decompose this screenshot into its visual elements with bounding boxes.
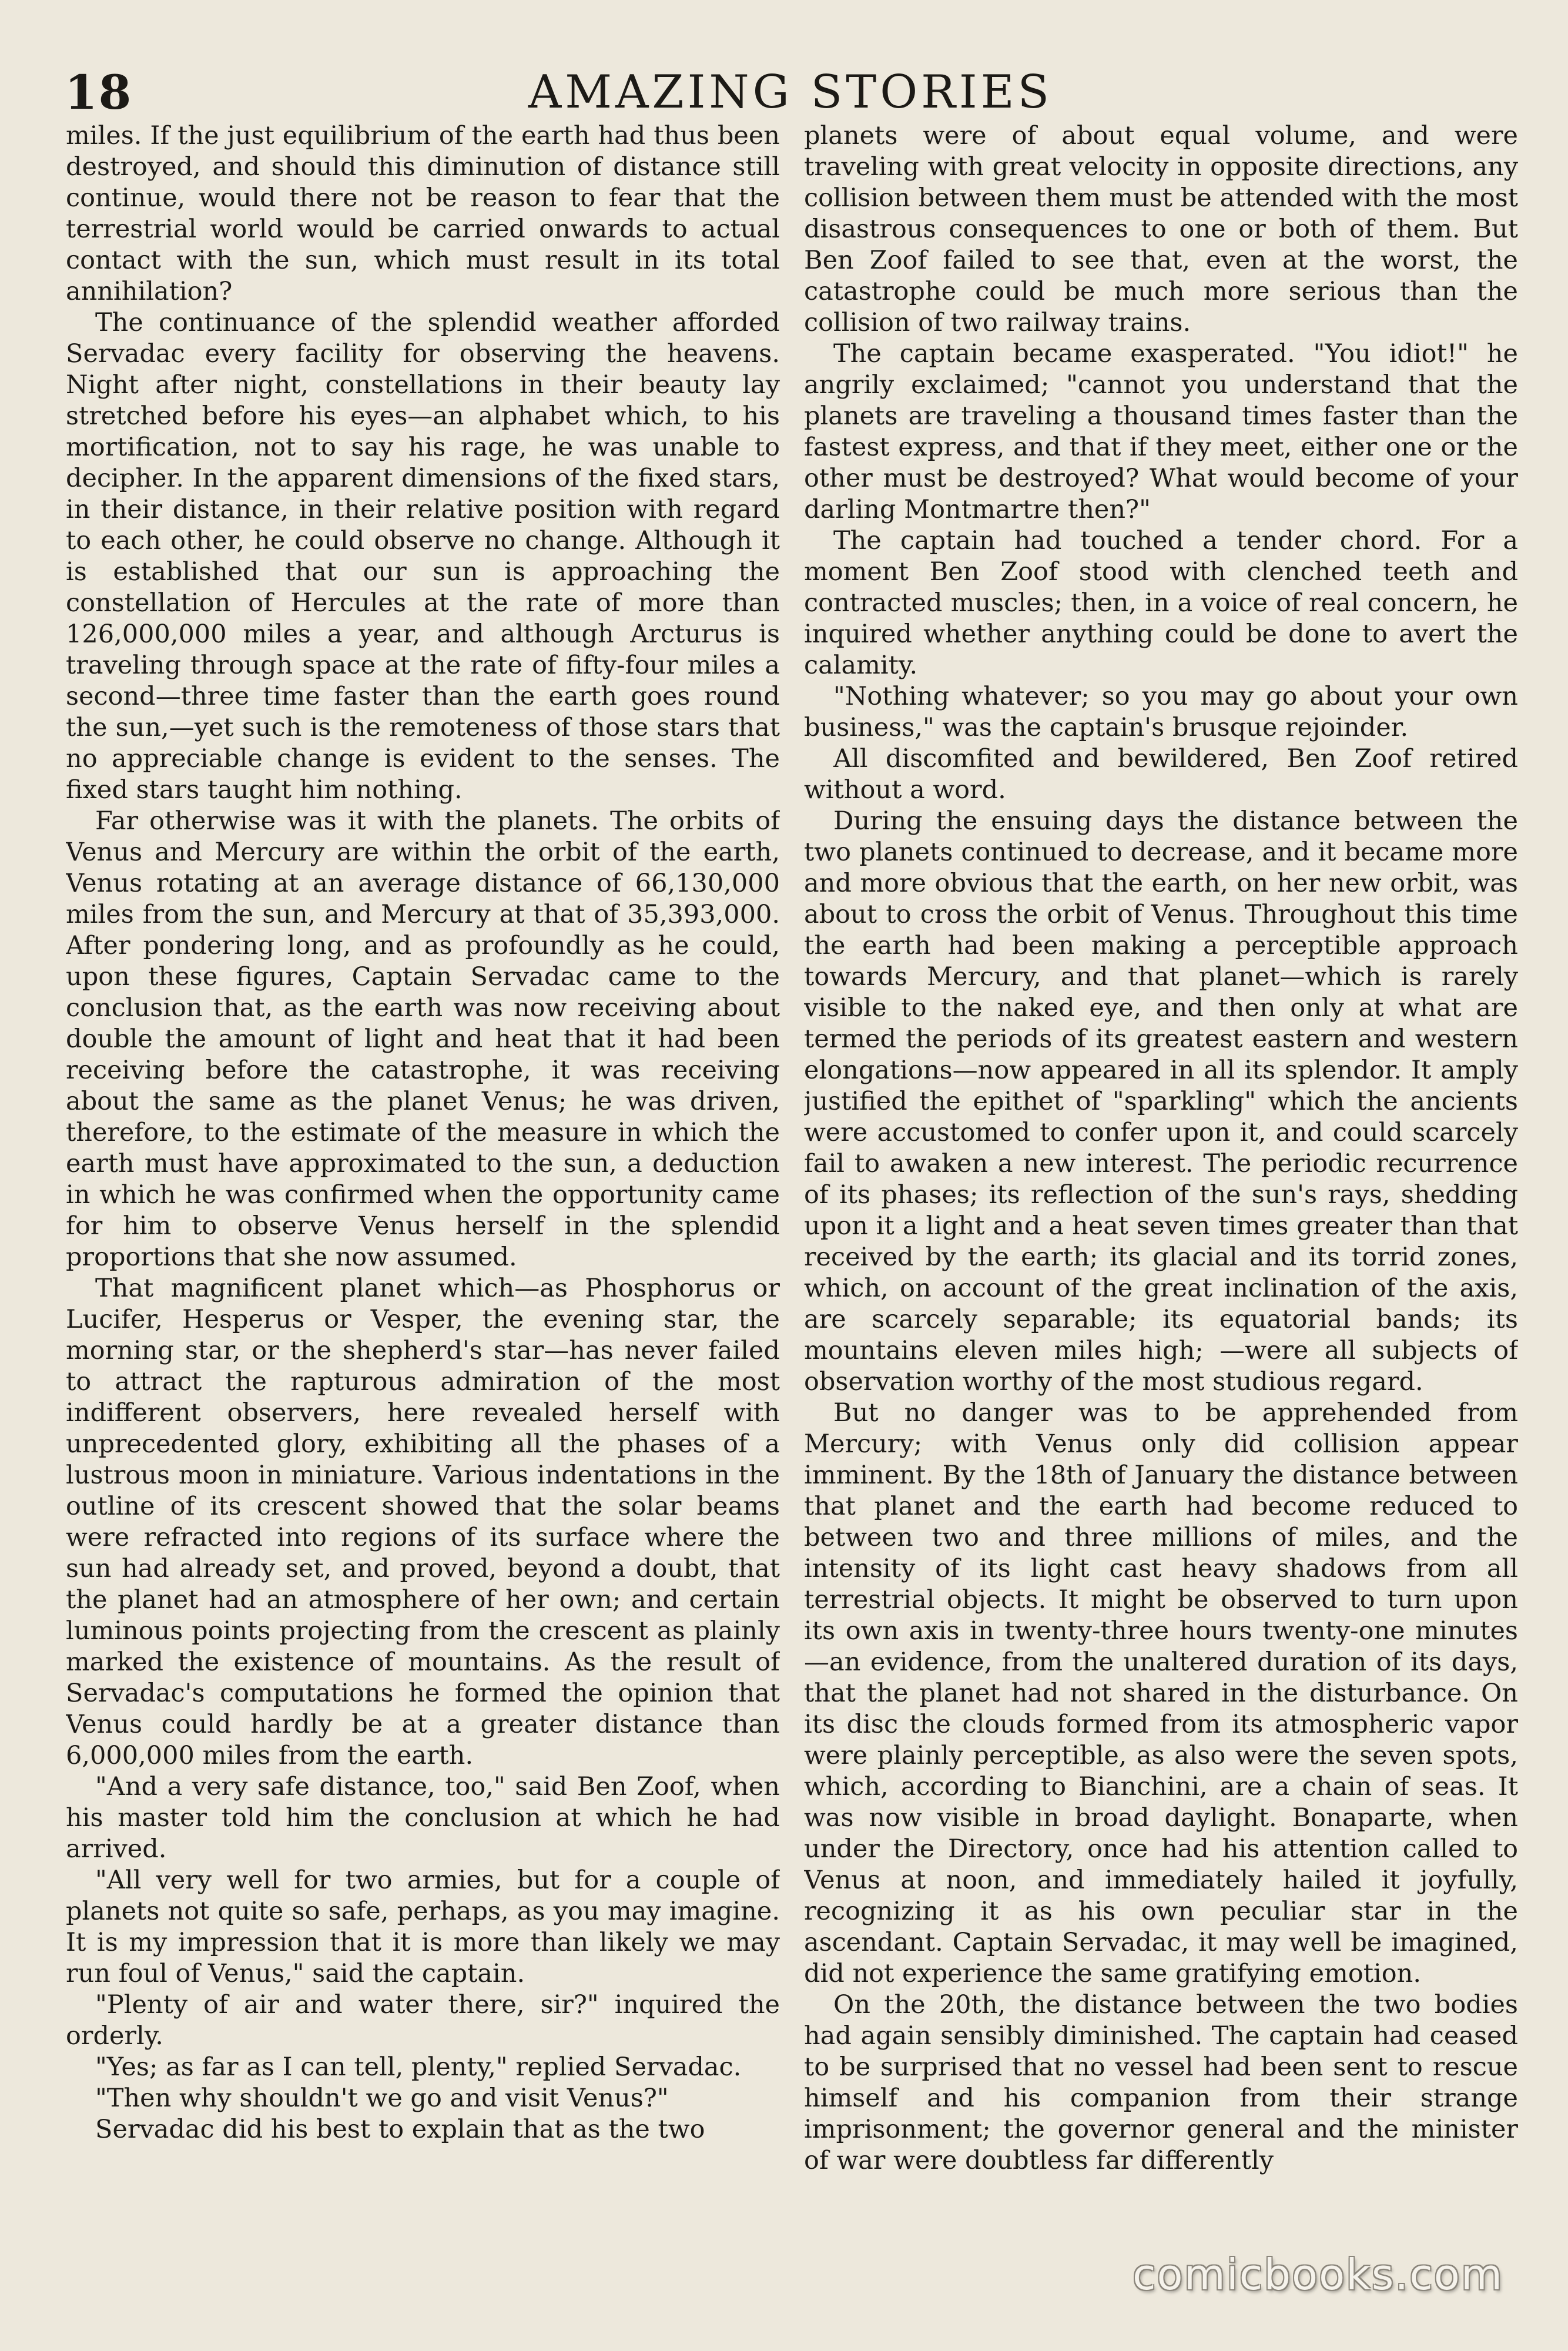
paragraph: "Nothing whatever; so you may go about your own business," was the captain's brusque rejoinder. — [804, 682, 1518, 742]
paragraph: During the ensuing days the distance between the two planets continued to decrease, and it became more and more obvious that the earth, on her new orbit, was about to cross the orbit of Venus. Throughout this time the earth had been making a perceptible approach towards Mercury, and that planet—which is rarely visible to the naked eye, and then only at what are termed the periods of its greatest eastern and western elongations—now appeared in all its splendor. It amply justified the epithet of "sparkling" which the ancients were accustomed to confer upon it, and could scarcely fail to awaken a new interest. The periodic recurrence of its phases; its reflection of the sun's rays, shedding upon it a light and a heat seven times greater than that received by the earth; its glacial and its torrid zones, which, on account of the great inclination of the axis, are scarcely separable; its equatorial bands; its mountains eleven miles high; —were all subjects of observation worthy of the most studious regard. — [804, 806, 1518, 1396]
paragraph: The captain had touched a tender chord. For a moment Ben Zoof stood with clenched teeth and contracted muscles; then, in a voice of real concern, he inquired whether anything could be done to avert the calamity. — [804, 526, 1518, 680]
paragraph: planets were of about equal volume, and were traveling with great velocity in opposite directions, any collision between them must be attended with the most disastrous consequences to one or both of them. But Ben Zoof failed to see that, even at the worst, the catastrophe could be much more serious than the collision of two railway trains. — [804, 121, 1518, 337]
site-watermark: comicbooks.com — [1132, 2250, 1503, 2299]
paragraph: Far otherwise was it with the planets. The orbits of Venus and Mercury are within the orbit of the earth, Venus rotating at an average distance of 66,130,000 miles from the sun, and Mercury at that of 35,393,000. After pondering long, and as profoundly as he could, upon these figures, Captain Servadac came to the conclusion that, as the earth was now receiving about double the amount of light and heat that it had been receiving before the catastrophe, it was receiving about the same as the planet Venus; he was driven, therefore, to the estimate of the measure in which the earth must have approximated to the sun, a deduction in which he was confirmed when the opportunity came for him to observe Venus herself in the splendid proportions that she now assumed. — [66, 806, 780, 1272]
left-column — [66, 120, 780, 2295]
page-header — [65, 54, 1516, 130]
paragraph: "All very well for two armies, but for a couple of planets not quite so safe, perhaps, as you may imagine. It is my impression that it is more than likely we may run foul of Venus," said the captain. — [66, 1866, 780, 1988]
paragraph: "And a very safe distance, too," said Ben Zoof, when his master told him the conclusion at which he had arrived. — [66, 1772, 780, 1864]
paragraph: That magnificent planet which—as Phosphorus or Lucifer, Hesperus or Vesper, the evening star, the morning star, or the shepherd's star—has never failed to attract the rapturous admiration of the most indifferent observers, here revealed herself with unprecedented glory, exhibiting all the phases of a lustrous moon in miniature. Various indentations in the outline of its crescent showed that the solar beams were refracted into regions of its surface where the sun had already set, and proved, beyond a doubt, that the planet had an atmosphere of her own; and certain luminous points projecting from the crescent as plainly marked the existence of mountains. As the result of Servadac's computations he formed the opinion that Venus could hardly be at a greater distance than 6,000,000 miles from the earth. — [66, 1274, 780, 1770]
running-title: AMAZING STORIES — [528, 66, 1053, 119]
paragraph: The captain became exasperated. "You idiot!" he angrily exclaimed; "cannot you understand that the planets are traveling a thousand times faster than the fastest express, and that if they meet, either one or the other must be destroyed? What would become of your darling Montmartre then?" — [804, 339, 1518, 524]
paragraph: Servadac did his best to explain that as the two — [95, 2115, 705, 2144]
right-column — [804, 120, 1518, 2295]
paragraph: "Plenty of air and water there, sir?" inquired the orderly. — [66, 1990, 780, 2051]
paragraph: miles. If the just equilibrium of the earth had thus been destroyed, and should this diminution of distance still continue, would there not be reason to fear that the terrestrial world would be carried onwards to actual contact with the sun, which must result in its total annihilation? — [66, 121, 780, 306]
page-number: 18 — [65, 65, 133, 120]
paragraph: On the 20th, the distance between the two bodies had again sensibly diminished. The captain had ceased to be surprised that no vessel had been sent to rescue himself and his companion from their strange imprisonment; the governor general and the minister of war were doubtless far differently — [804, 1990, 1518, 2175]
paragraph: But no danger was to be apprehended from Mercury; with Venus only did collision appear imminent. By the 18th of January the distance between that planet and the earth had become reduced to between two and three millions of miles, and the intensity of its light cast heavy shadows from all terrestrial objects. It might be observed to turn upon its own axis in twenty-three hours twenty-one minutes—an evidence, from the unaltered duration of its days, that the planet had not shared in the disturbance. On its disc the clouds formed from its atmospheric vapor were plainly perceptible, as also were the seven spots, which, according to Bianchini, are a chain of seas. It was now visible in broad daylight. Bonaparte, when under the Directory, once had his attention called to Venus at noon, and immediately hailed it joyfully, recognizing it as his own peculiar star in the ascendant. Captain Servadac, it may well be imagined, did not experience the same gratifying emotion. — [804, 1398, 1518, 1988]
paragraph: All discomfited and bewildered, Ben Zoof retired without a word. — [804, 744, 1518, 805]
paragraph: The continuance of the splendid weather afforded Servadac every facility for observing the heavens. Night after night, constellations in their beauty lay stretched before his eyes—an alphabet which, to his mortification, not to say his rage, he was unable to decipher. In the apparent dimensions of the fixed stars, in their distance, in their relative position with regard to each other, he could observe no change. Although it is established that our sun is approaching the constellation of Hercules at the rate of more than 126,000,000 miles a year, and although Arcturus is traveling through space at the rate of fifty-four miles a second—three time faster than the earth goes round the sun,—yet such is the remoteness of those stars that no appreciable change is evident to the senses. The fixed stars taught him nothing. — [66, 308, 780, 805]
paragraph: "Yes; as far as I can tell, plenty," replied Servadac. — [95, 2052, 742, 2082]
paragraph: "Then why shouldn't we go and visit Venus?" — [95, 2084, 669, 2113]
